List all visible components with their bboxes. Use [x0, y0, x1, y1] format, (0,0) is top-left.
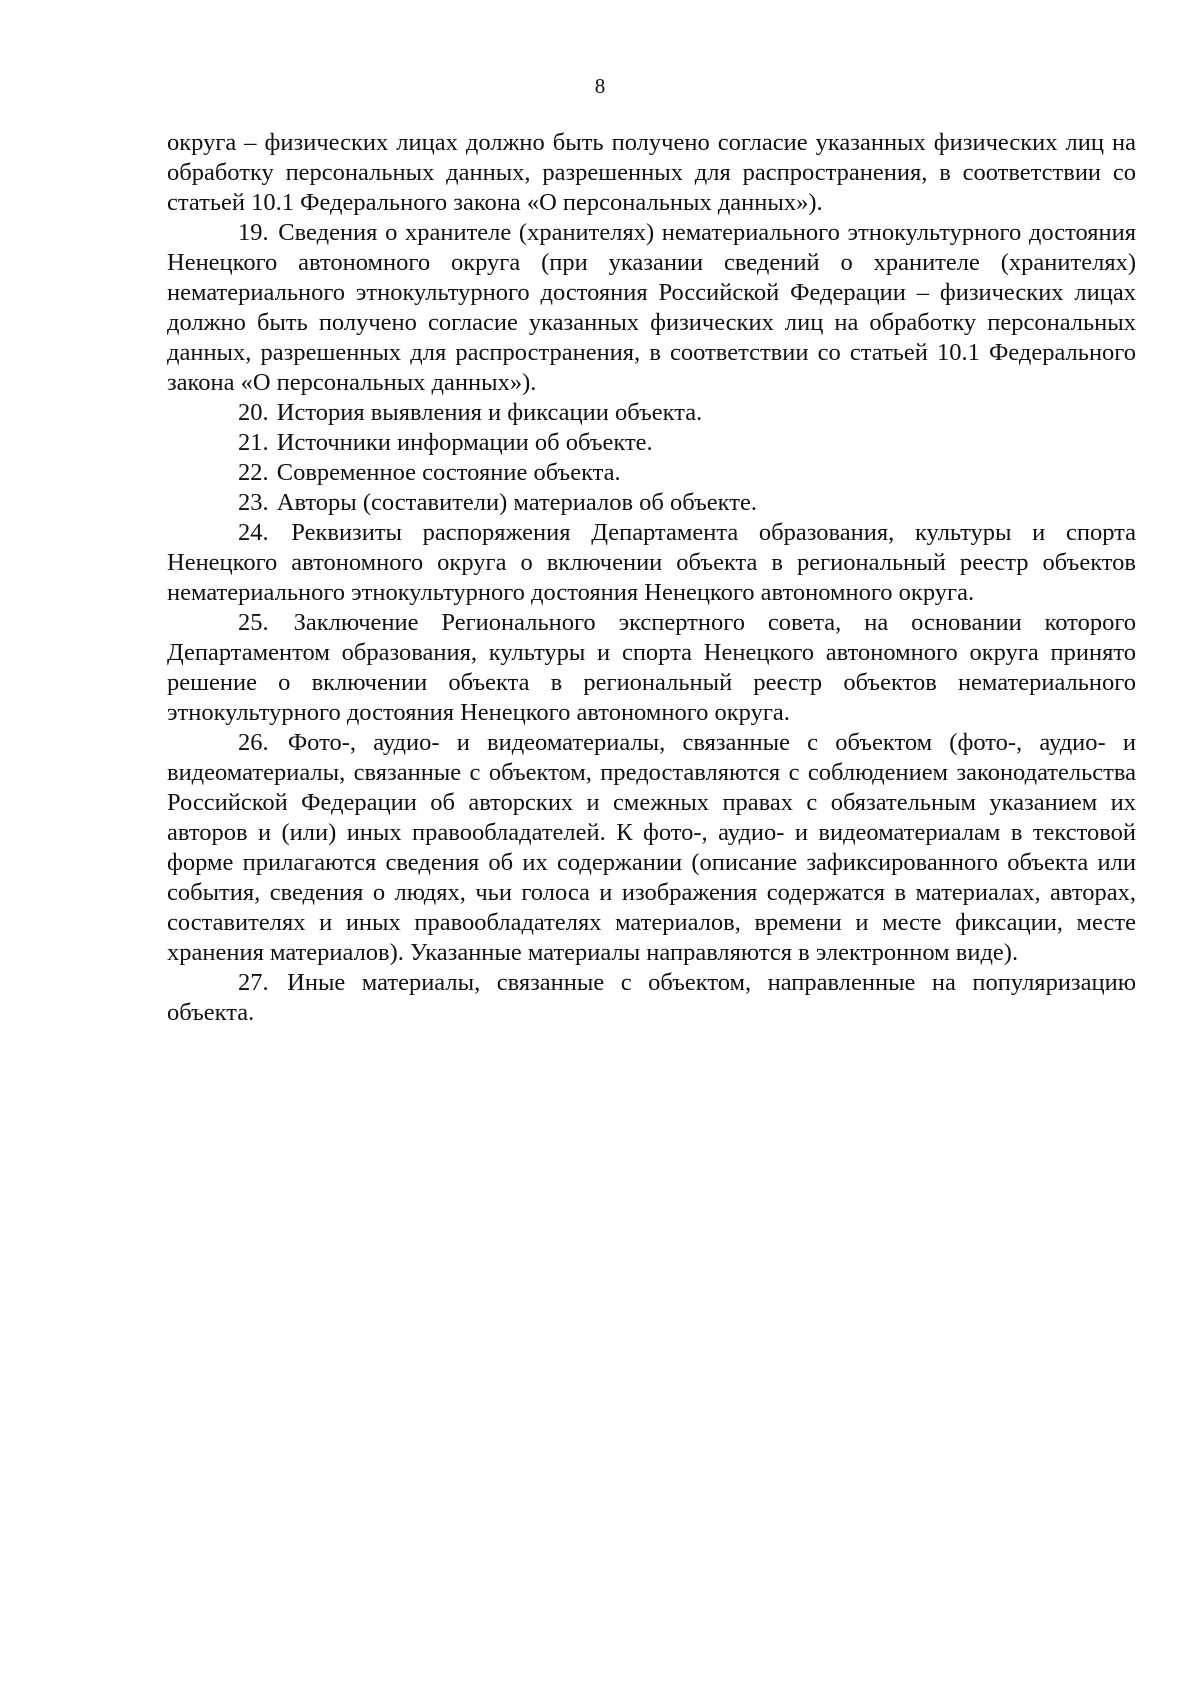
paragraph-text: округа – физических лицах должно быть получено согласие указанных физических лиц на обработку персональных данных, разрешенных для распространения, в соответствии со статьей 10.1 Федерального закона «О персональных данных»). [167, 129, 1136, 216]
paragraph-number: 27. [238, 969, 269, 996]
paragraph-number: 24. [238, 519, 269, 546]
paragraph-text: Реквизиты распоряжения Департамента образования, культуры и спорта Ненецкого автономного округа о включении объекта в региональный реестр объектов нематериального этнокультурного достояния Ненецкого автономного округа. [167, 519, 1136, 606]
paragraph-text: Заключение Регионального экспертного совета, на основании которого Департаментом образования, культуры и спорта Ненецкого автономного округа принято решение о включении объекта в региональный реестр объектов нематериального этнокультурного достояния Ненецкого автономного округа. [167, 609, 1137, 726]
paragraph-number: 26. [238, 729, 269, 756]
paragraph-21 [167, 428, 1136, 458]
document-body [167, 128, 1136, 1028]
paragraph-20 [167, 398, 1136, 428]
paragraph-22 [167, 458, 1136, 488]
paragraph-continuation [167, 128, 1136, 218]
paragraph-26 [167, 728, 1136, 968]
paragraph-number: 21. [238, 429, 269, 456]
paragraph-number: 19. [238, 219, 269, 246]
paragraph-number: 23. [238, 489, 269, 516]
paragraph-number: 22. [238, 459, 269, 486]
paragraph-text: История выявления и фиксации объекта. [276, 399, 703, 426]
paragraph-25 [167, 608, 1136, 728]
paragraph-19 [167, 218, 1136, 398]
paragraph-27 [167, 968, 1136, 1028]
paragraph-number: 20. [238, 399, 269, 426]
paragraph-text: Авторы (составители) материалов об объекте. [276, 489, 757, 516]
paragraph-text: Фото-, аудио- и видеоматериалы, связанные с объектом (фото-, аудио- и видеоматериалы, связанные с объектом, предоставляются с соблюдением законодательства Российской Федерации об авторских и смежных правах с обязательным указанием их авторов и (или) иных правообладателей. К фото-, аудио- и видеоматериалам в текстовой форме прилагаются сведения об их содержании (описание зафиксированного объекта или события, сведения о людях, чьи голоса и изображения содержатся в материалах, авторах, составителях и иных правообладателях материалов, времени и месте фиксации, месте хранения материалов). Указанные материалы направляются в электронном виде). [167, 729, 1136, 966]
paragraph-text: Иные материалы, связанные с объектом, направленные на популяризацию объекта. [167, 969, 1137, 1026]
paragraph-text: Сведения о хранителе (хранителях) нематериального этнокультурного достояния Ненецкого автономного округа (при указании сведений о хранителе (хранителях) нематериального этнокультурного достояния Российской Федерации – физических лицах должно быть получено согласие указанных физических лиц на обработку персональных данных, разрешенных для распространения, в соответствии со статьей 10.1 Федерального закона «О персональных данных»). [167, 219, 1136, 396]
page-number: 8 [594, 74, 606, 98]
paragraph-text: Источники информации об объекте. [276, 429, 653, 456]
paragraph-number: 25. [238, 609, 269, 636]
paragraph-24 [167, 518, 1136, 608]
paragraph-23 [167, 488, 1136, 518]
paragraph-text: Современное состояние объекта. [276, 459, 621, 486]
